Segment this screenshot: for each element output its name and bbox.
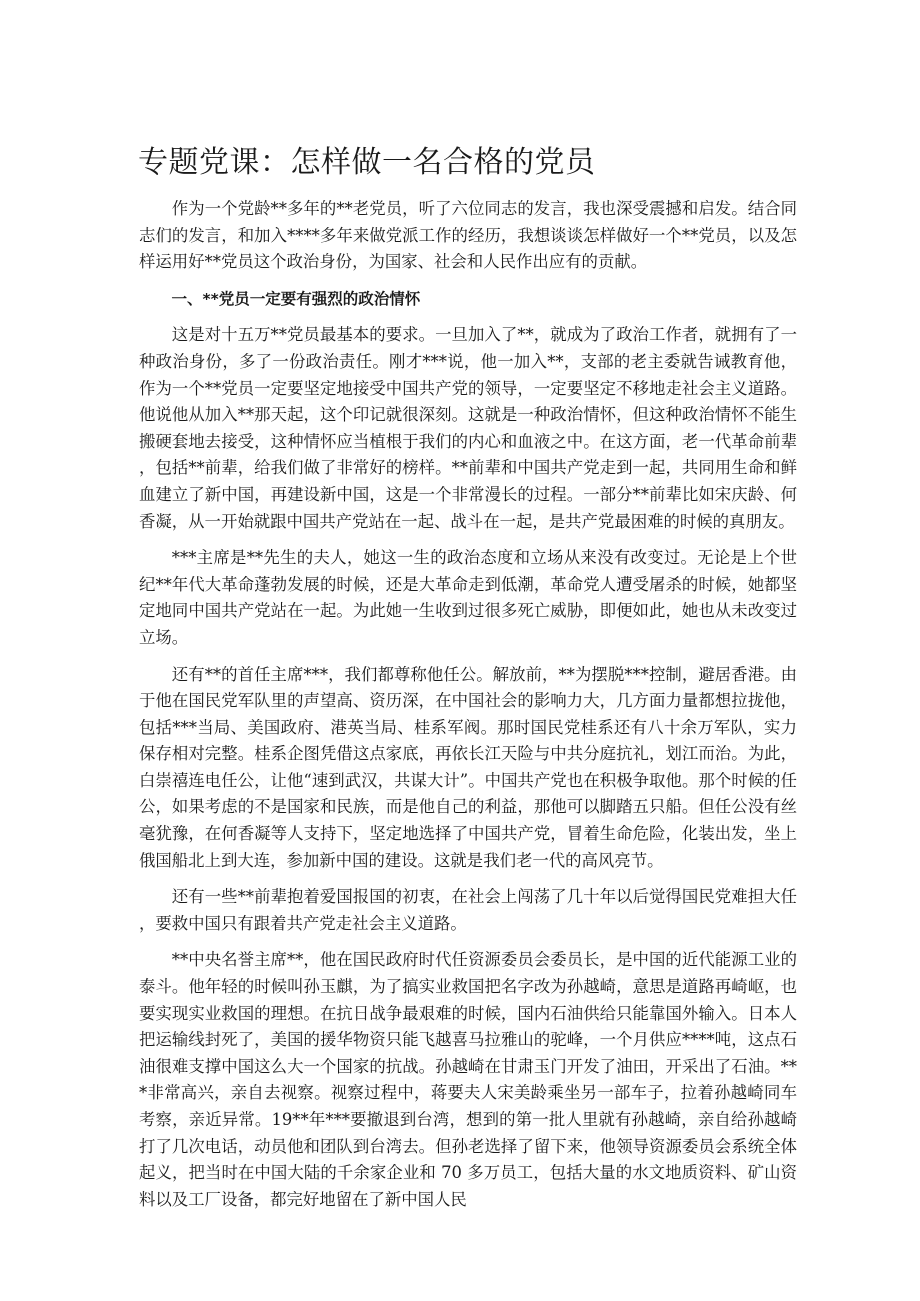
body-paragraph: 还有一些**前辈抱着爱国报国的初衷，在社会上闯荡了几十年以后觉得国民党难担大任，要救中国只有跟着共产党走社会主义道路。 — [139, 887, 797, 933]
body-paragraph: 还有**的首任主席***，我们都尊称他任公。解放前，**为摆脱***控制，避居香港。由于他在国民党军队里的声望高、资历深，在中国社会的影响力大，几方面力量都想拉拢他，包括***当局、美国政府、港英当局、桂系军阀。那时国民党桂系还有八十余万军队，实力保存相对完整。桂系企图凭借这点家底，再依长江天险与中共分庭抗礼，划江而治。为此，白崇禧连电任公，让他“速到武汉，共谋大计”。中国共产党也在积极争取他。那个时候的任公，如果考虑的不是国家和民族，而是他自己的利益，那他可以脚踏五只船。但任公没有丝毫犹豫，在何香凝等人支持下，坚定地选择了中国共产党，冒着生命危险，化装出发，坐上俄国船北上到大连，参加新中国的建设。这就是我们老一代的高风亮节。 — [139, 664, 797, 870]
body-paragraph: **中央名誉主席**，他在国民政府时代任资源委员会委员长，是中国的近代能源工业的泰斗。他年轻的时候叫孙玉麒，为了搞实业救国把名字改为孙越崎，意思是道路再崎岖，也要实现实业救国的理想。在抗日战争最艰难的时候，国内石油供给只能靠国外输入。日本人把运输线封死了，美国的援华物资只能飞越喜马拉雅山的驼峰，一个月供应****吨，这点石油很难支撑中国这么大一个国家的抗战。孙越崎在甘肃玉门开发了油田，开采出了石油。***非常高兴，亲自去视察。视察过程中，蒋要夫人宋美龄乘坐另一部车子，拉着孙越崎同车考察，亲近异常。19**年***要撤退到台湾，想到的第一批人里就有孙越崎，亲自给孙越崎打了几次电话，动员他和团队到台湾去。但孙老选择了留下来，他领导资源委员会系统全体起义，把当时在中国大陆的千余家企业和 70 多万员工，包括大量的水文地质资料、矿山资料以及工厂设备，都完好地留在了新中国人民 — [139, 950, 797, 1209]
document-title: 专题党课：怎样做一名合格的党员 — [138, 145, 596, 180]
document-body — [139, 196, 797, 1223]
section-heading: 一、**党员一定要有强烈的政治情怀 — [171, 289, 421, 308]
body-paragraph: ***主席是**先生的夫人，她这一生的政治态度和立场从来没有改变过。无论是上个世纪**年代大革命蓬勃发展的时候，还是大革命走到低潮，革命党人遭受屠杀的时候，她都坚定地同中国共产党站在一起。为此她一生收到过很多死亡威胁，即便如此，她也从未改变过立场。 — [139, 548, 797, 647]
body-paragraph: 这是对十五万**党员最基本的要求。一旦加入了**，就成为了政治工作者，就拥有了一种政治身份，多了一份政治责任。刚才***说，他一加入**，支部的老主委就告诫教育他，作为一个**党员一定要坚定地接受中国共产党的领导，一定要坚定不移地走社会主义道路。他说他从加入**那天起，这个印记就很深刻。这就是一种政治情怀，但这种政治情怀不能生搬硬套地去接受，这种情怀应当植根于我们的内心和血液之中。在这方面，老一代革命前辈，包括**前辈，给我们做了非常好的榜样。**前辈和中国共产党走到一起，共同用生命和鲜血建立了新中国，再建设新中国，这是一个非常漫长的过程。一部分**前辈比如宋庆龄、何香凝，从一开始就跟中国共产党站在一起、战斗在一起，是共产党最困难的时候的真朋友。 — [139, 325, 797, 531]
intro-paragraph: 作为一个党龄**多年的**老党员，听了六位同志的发言，我也深受震撼和启发。结合同志们的发言，和加入****多年来做党派工作的经历，我想谈谈怎样做好一个**党员，以及怎样运用好**党员这个政治身份，为国家、社会和人民作出应有的贡献。 — [139, 199, 797, 272]
